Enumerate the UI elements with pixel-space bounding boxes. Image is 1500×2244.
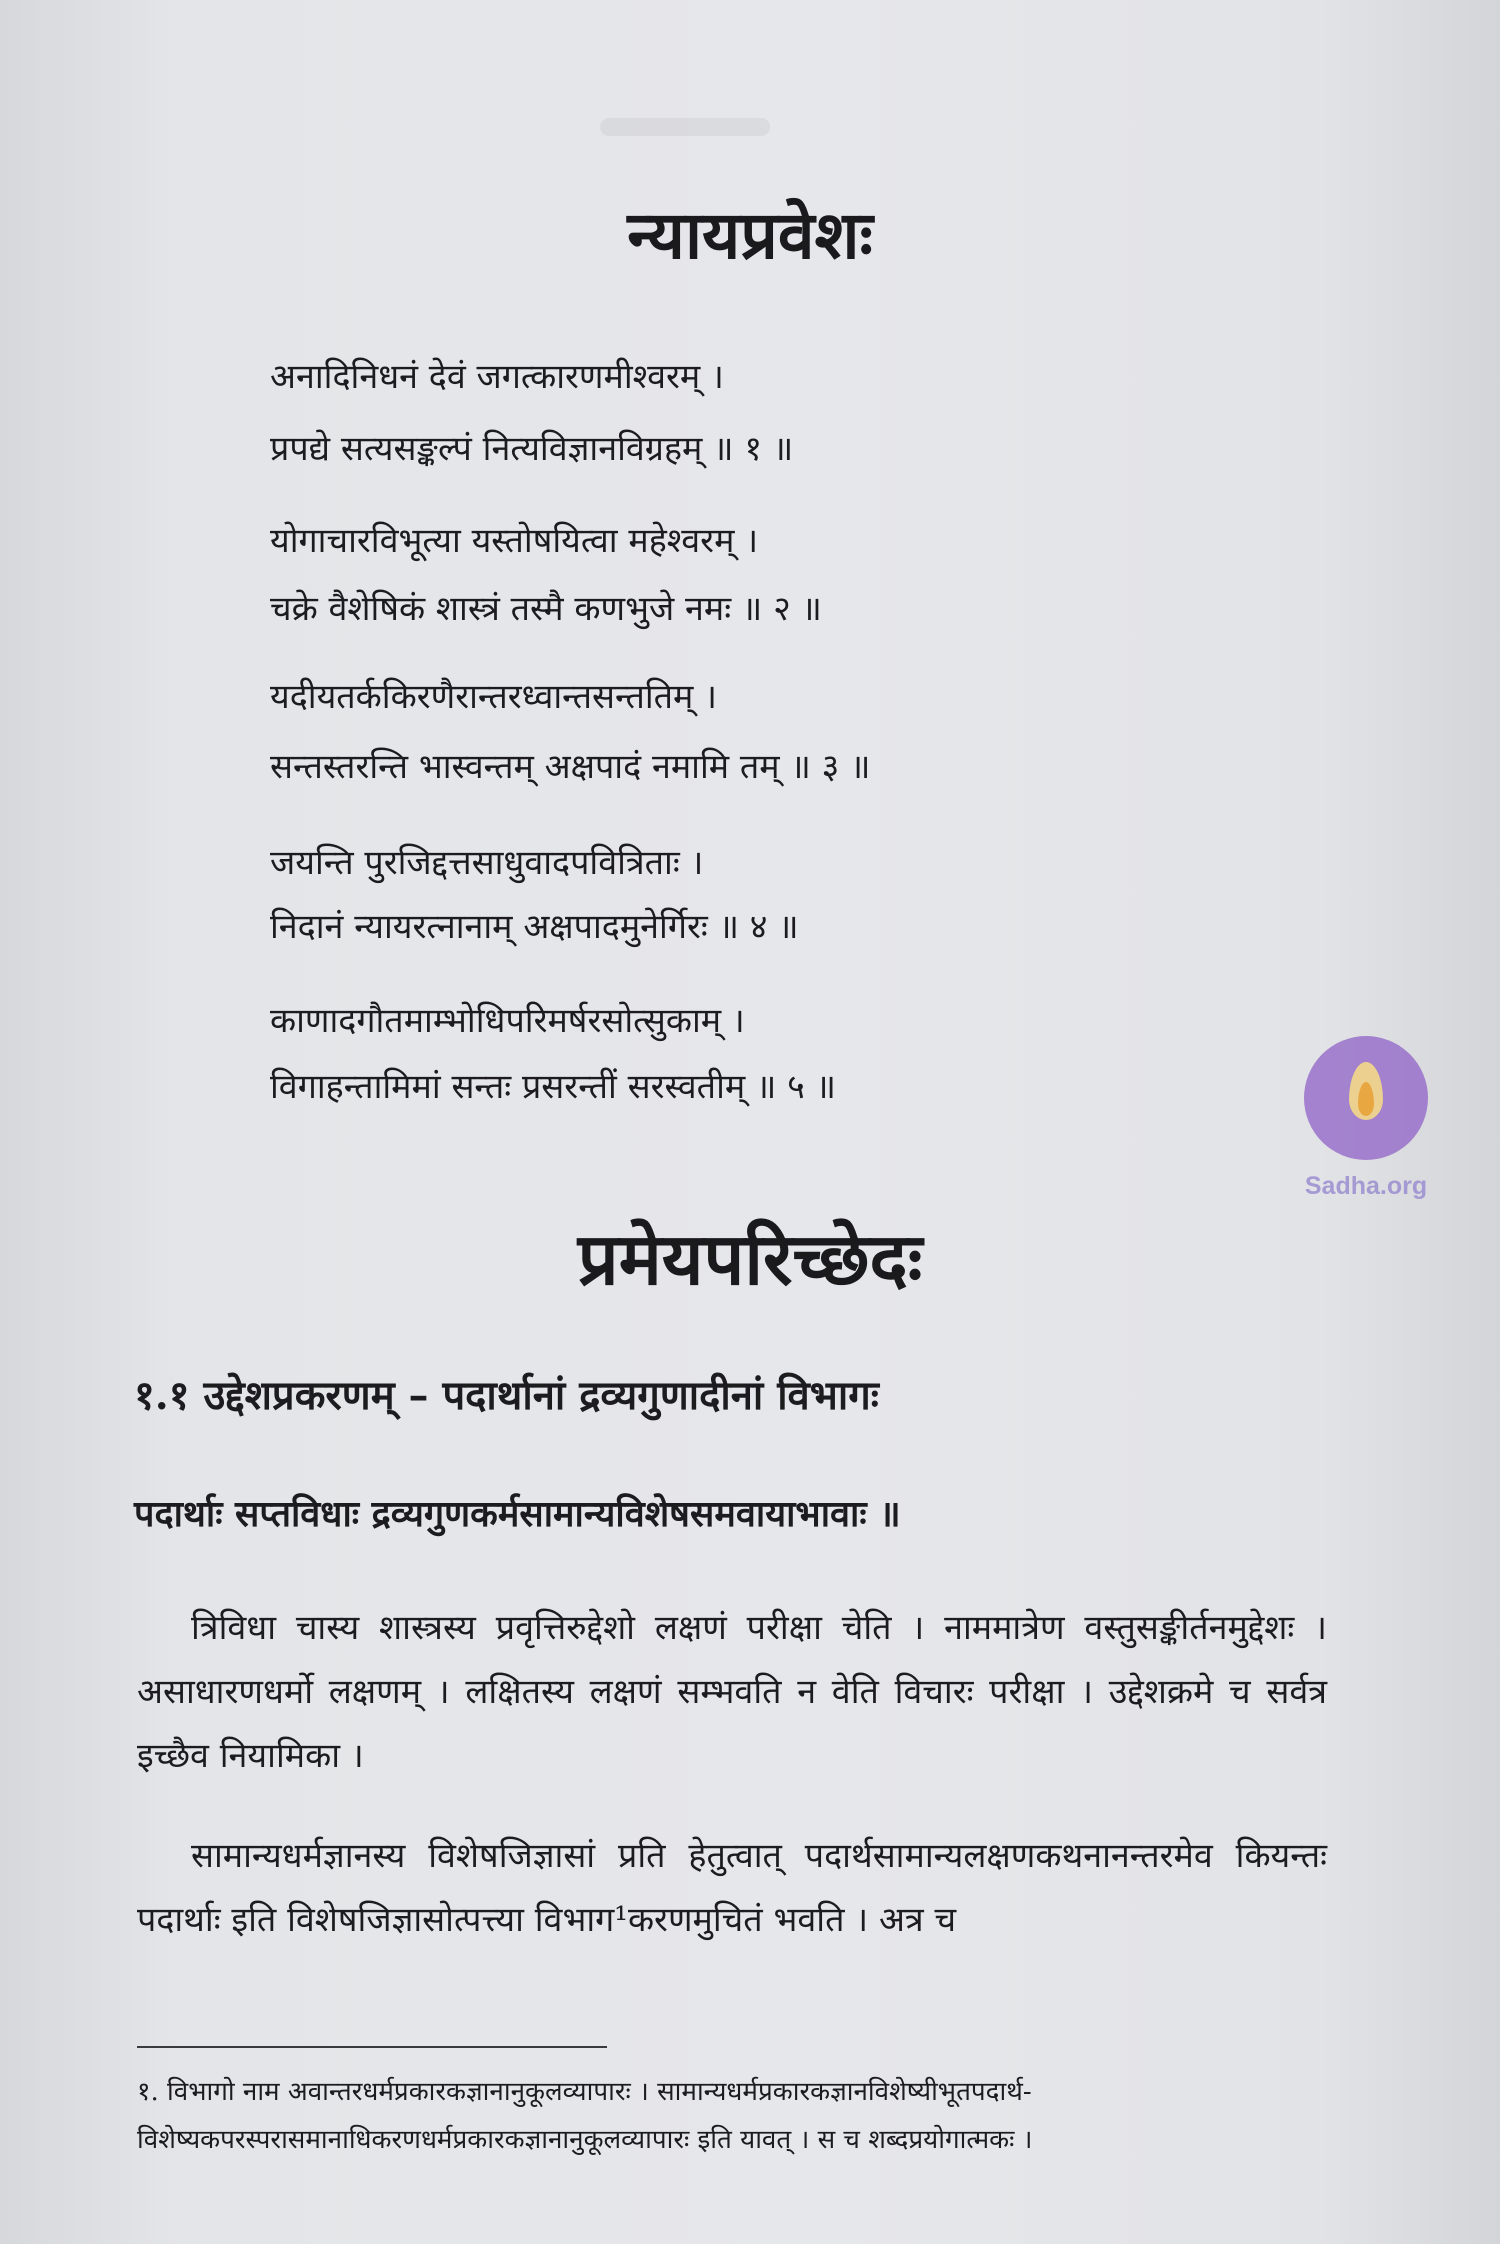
sutra-line: पदार्थाः सप्तविधाः द्रव्यगुणकर्मसामान्यविशेषसमवायाभावाः ॥ [134, 1493, 901, 1535]
section-title: प्रमेयपरिच्छेदः [577, 1216, 923, 1301]
watermark [1296, 1036, 1446, 1200]
verse-line: जयन्ति पुरजिद्दत्तसाधुवादपवित्रिताः । [270, 843, 704, 883]
verse-line: सन्तस्तरन्ति भास्वन्तम् अक्षपादं नमामि तम् ॥ ३ ॥ [270, 747, 871, 787]
verse-line: यदीयतर्ककिरणैरान्तरध्वान्तसन्ततिम् । [270, 677, 718, 717]
faded-running-header [600, 118, 770, 136]
verse-line: निदानं न्यायरत्नानाम् अक्षपादमुनेर्गिरः ॥ ४ ॥ [270, 907, 799, 947]
verse-line: विगाहन्तामिमां सन्तः प्रसरन्तीं सरस्वतीम् ॥ ५ ॥ [270, 1067, 837, 1107]
commentary-paragraph: सामान्यधर्मज्ञानस्य विशेषजिज्ञासां प्रति हेतुत्वात् पदार्थसामान्यलक्षणकथनानन्तरमेव कियन्तः पदार्थाः इति विशेषजिज्ञासोत्पत्त्या विभाग¹करणमुचितं भवति । अत्र च [137, 1836, 1327, 1940]
page-title: न्यायप्रवेशः [627, 196, 873, 274]
verse-line: चक्रे वैशेषिकं शास्त्रं तस्मै कणभुजे नमः ॥ २ ॥ [270, 589, 822, 629]
verse-line: काणादगौतमाम्भोधिपरिमर्षरसोत्सुकाम् । [270, 1001, 745, 1041]
verse-line: अनादिनिधनं देवं जगत्कारणमीश्वरम् । [270, 357, 724, 397]
commentary-paragraph: त्रिविधा चास्य शास्त्रस्य प्रवृत्तिरुद्देशो लक्षणं परीक्षा चेति । नाममात्रेण वस्तुसङ्कीर्तनमुद्देशः । असाधारणधर्मो लक्षणम् । लक्षितस्य लक्षणं सम्भवति न वेति विचारः परीक्षा । उद्देशक्रमे च सर्वत्र इच्छैव नियामिका । [137, 1608, 1327, 1776]
watermark-text: Sadha.org [1304, 1172, 1428, 1200]
subheading: १.१ उद्देशप्रकरणम् – पदार्थानां द्रव्यगुणादीनां विभागः [134, 1372, 879, 1419]
verse-line: योगाचारविभूत्या यस्तोषयित्वा महेश्वरम् । [270, 521, 759, 561]
verse-line: प्रपद्ये सत्यसङ्कल्पं नित्यविज्ञानविग्रहम् ॥ १ ॥ [270, 429, 794, 469]
footnote: १. विभागो नाम अवान्तरधर्मप्रकारकज्ञानानुकूलव्यापारः । सामान्यधर्मप्रकारकज्ञानविशेष्यीभूतपदार्थ-विशेष्यकपरस्परासमानाधिकरणधर्मप्रकारकज्ञानानुकूलव्यापारः इति यावत् । स च शब्दप्रयोगात्मकः । [137, 2077, 1033, 2155]
footnote-divider [137, 2046, 607, 2048]
